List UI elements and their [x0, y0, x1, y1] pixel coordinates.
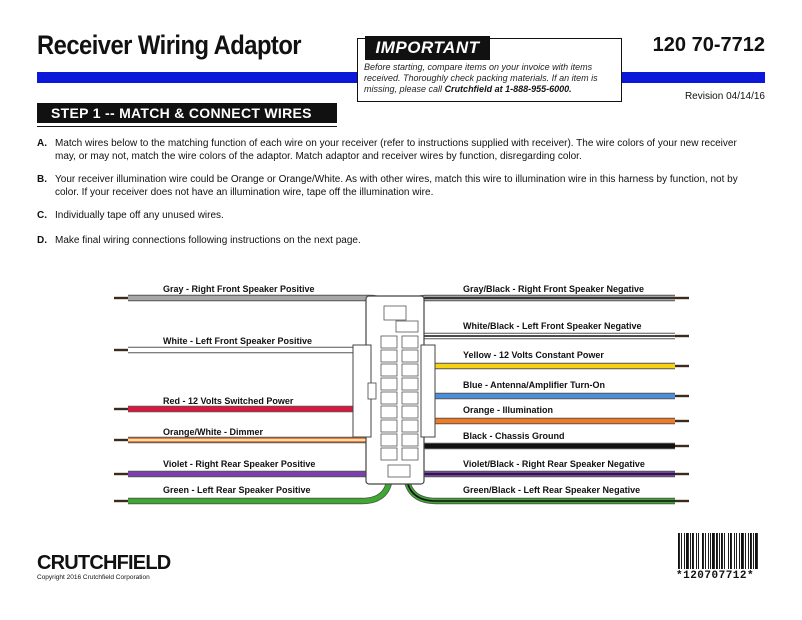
wire-label-right-7: Green/Black - Left Rear Speaker Negative [463, 485, 641, 495]
wire-label-left-3: Orange/White - Dimmer [163, 427, 264, 437]
barcode-bar [734, 533, 735, 569]
barcode-bar [753, 533, 754, 569]
wire-label-right-4: Orange - Illumination [463, 405, 554, 415]
barcode-bar [684, 533, 685, 569]
step-underline [37, 126, 337, 127]
important-title: IMPORTANT [365, 36, 490, 60]
barcode-bar [750, 533, 752, 569]
wire-right-0-stripe [408, 298, 675, 322]
wiring-diagram [0, 270, 802, 515]
barcode-bar [736, 533, 737, 569]
barcode-bar [721, 533, 723, 569]
part-number: 120 70-7712 [652, 34, 765, 56]
wire-label-left-1: White - Left Front Speaker Positive [163, 336, 313, 346]
page-title: Receiver Wiring Adaptor [37, 30, 302, 60]
barcode-bar [716, 533, 718, 569]
wire-label-right-1: White/Black - Left Front Speaker Negative [463, 321, 642, 331]
wire-left-0 [128, 298, 388, 322]
important-notice [357, 38, 622, 102]
harness-connector [353, 296, 435, 484]
wire-label-right-2: Yellow - 12 Volts Constant Power [463, 350, 604, 360]
instruction-letter: D. [37, 235, 47, 246]
barcode-bar [692, 533, 694, 569]
wire-label-right-0: Gray/Black - Right Front Speaker Negative [463, 284, 645, 294]
barcode-bar [741, 533, 744, 569]
instruction-letter: A. [37, 138, 47, 149]
barcode-bar [739, 533, 740, 569]
instruction-text: Match wires below to the matching function of each wire on your receiver (refer to instructions supplied with receiver). The wire colors of your new receiver may, or may not, match the wire colors of the adaptor. Match adaptor and receiver wires by function, disregarding color. [55, 138, 737, 162]
wire-label-right-6: Violet/Black - Right Rear Speaker Negative [463, 459, 645, 469]
step-title: STEP 1 -- MATCH & CONNECT WIRES [37, 103, 337, 123]
barcode-bar [696, 533, 697, 569]
barcode-bar [724, 533, 725, 569]
barcode-bar [702, 533, 704, 569]
instruction-letter: B. [37, 174, 47, 185]
instruction-b [37, 174, 749, 199]
revision-date: Revision 04/14/16 [684, 91, 765, 102]
wire-label-left-0: Gray - Right Front Speaker Positive [163, 284, 315, 294]
barcode-bar [728, 533, 729, 569]
barcode [678, 533, 766, 569]
barcode-bar [698, 533, 699, 569]
barcode-bar [686, 533, 689, 569]
wire-label-left-4: Violet - Right Rear Speaker Positive [163, 459, 316, 469]
wire-label-left-2: Red - 12 Volts Switched Power [163, 396, 294, 406]
barcode-bar [745, 533, 746, 569]
header-rule-left [37, 72, 357, 83]
wire-right-1 [408, 336, 675, 350]
barcode-bar [681, 533, 682, 569]
barcode-bar [755, 533, 758, 569]
header-rule-right [622, 72, 765, 83]
wire-right-0 [408, 298, 675, 322]
barcode-bar [690, 533, 691, 569]
instruction-letter: C. [37, 210, 47, 221]
barcode-bar [710, 533, 711, 569]
wire-left-0-outline [128, 298, 388, 322]
barcode-bar [748, 533, 749, 569]
instruction-d [37, 235, 749, 248]
wire-label-left-5: Green - Left Rear Speaker Positive [163, 485, 311, 495]
copyright: Copyright 2016 Crutchfield Corporation [37, 574, 150, 581]
barcode-bar [730, 533, 732, 569]
barcode-bar [705, 533, 706, 569]
wire-right-0-outline [408, 298, 675, 322]
important-body: Before starting, compare items on your invoice with items received. Thoroughly check packing materials. If an item is missing, please call [364, 62, 598, 94]
wire-label-right-3: Blue - Antenna/Amplifier Turn-On [463, 380, 605, 390]
instruction-a [37, 138, 749, 163]
important-phone: Crutchfield at 1-888-955-6000. [444, 84, 572, 94]
barcode-text: *120707712* [676, 570, 755, 582]
wire-label-right-5: Black - Chassis Ground [463, 431, 565, 441]
barcode-bar [719, 533, 720, 569]
barcode-bar [708, 533, 709, 569]
instruction-text: Individually tape off any unused wires. [55, 210, 224, 221]
instruction-text: Make final wiring connections following instructions on the next page. [55, 235, 361, 246]
instruction-c [37, 210, 749, 223]
barcode-bar [678, 533, 680, 569]
instruction-text: Your receiver illumination wire could be Orange or Orange/White. As with other wires, match this wire to illumination wire in this harness by function, not by color. If your receiver does not have an illumination wire, tape off the illumination wire. [55, 174, 738, 198]
crutchfield-logo: CRUTCHFIELD [37, 552, 171, 574]
important-text [364, 62, 619, 95]
barcode-bar [712, 533, 715, 569]
